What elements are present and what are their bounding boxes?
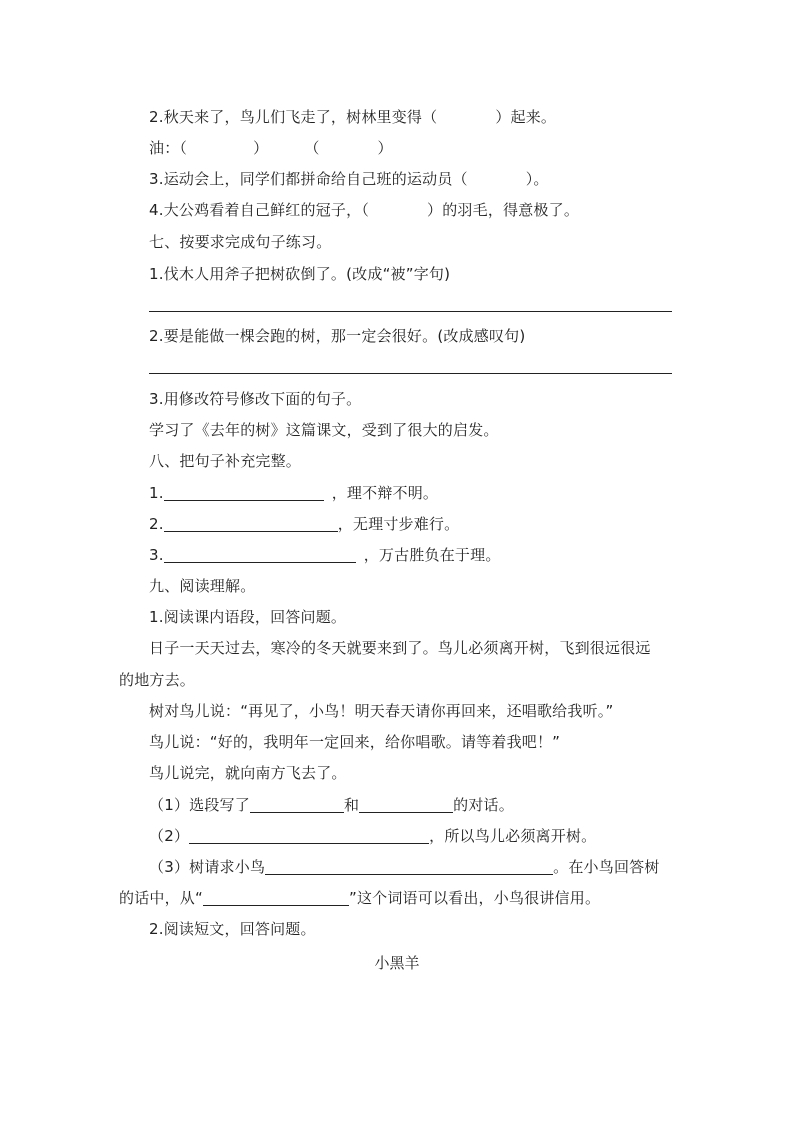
- q9-q1-blank-1[interactable]: [250, 797, 344, 813]
- q9-q1-blank-2[interactable]: [359, 797, 453, 813]
- q9-question-2: （2） ，所以鸟儿必须离开树。: [149, 827, 597, 845]
- q8-item-1-blank[interactable]: [164, 485, 324, 501]
- q9-question-3: （3）树请求小鸟 。在小鸟回答树: [149, 858, 660, 876]
- q7-item2: 2.要是能做一棵会跑的树，那一定会很好。(改成感叹句): [149, 327, 526, 345]
- q8-item-3: 3. ，万古胜负在于理。: [149, 546, 501, 564]
- q8-item-2-blank[interactable]: [164, 516, 338, 532]
- q7-answer-line-2[interactable]: [149, 373, 672, 374]
- q9-passage-para-3: 鸟儿说：“好的，我明年一定回来，给你唱歌。请等着我吧！”: [149, 733, 561, 751]
- q7-item3-sentence: 学习了《去年的树》这篇课文，受到了很大的启发。: [149, 421, 499, 439]
- q8-item-1: 1. ，理不辩不明。: [149, 484, 439, 502]
- q6-item4: 4.大公鸡看着自己鲜红的冠子，（ ）的羽毛，得意极了。: [149, 201, 580, 219]
- q7-item1: 1.伐木人用斧子把树砍倒了。(改成“被”字句): [149, 265, 451, 283]
- q9-heading: 九、阅读理解。: [149, 577, 256, 595]
- q9-q3-word-blank[interactable]: [203, 890, 349, 906]
- q8-item-2: 2. ，无理寸步难行。: [149, 515, 460, 533]
- q6-item2: 2.秋天来了，鸟儿们飞走了，树林里变得（ ）起来。: [149, 108, 557, 126]
- q8-item-3-blank[interactable]: [164, 547, 356, 563]
- q9-passage-para-4: 鸟儿说完，就向南方飞去了。: [149, 764, 347, 782]
- q9-passage-para-2: 树对鸟儿说：“再见了，小鸟！明天春天请你再回来，还唱歌给我听。”: [149, 702, 614, 720]
- q9-q3-blank[interactable]: [265, 859, 553, 875]
- q9-passage-line-1: 日子一天天过去，寒冷的冬天就要来到了。鸟儿必须离开树，飞到很远很远: [149, 639, 651, 657]
- story-title: 小黑羊: [374, 954, 420, 972]
- q9-q2-blank[interactable]: [189, 828, 429, 844]
- q7-heading: 七、按要求完成句子练习。: [149, 233, 332, 251]
- q7-item3: 3.用修改符号修改下面的句子。: [149, 390, 362, 408]
- q8-heading: 八、把句子补充完整。: [149, 452, 302, 470]
- q9-question-3-line-2: 的话中，从“ ”这个词语可以看出，小鸟很讲信用。: [119, 889, 601, 907]
- q6-you-line: 油：（ ） （ ）: [149, 139, 393, 157]
- q6-item3: 3.运动会上，同学们都拼命给自己班的运动员（ ）。: [149, 170, 549, 188]
- q9-passage-line-2: 的地方去。: [119, 671, 196, 689]
- q7-answer-line-1[interactable]: [149, 311, 672, 312]
- q9-sub1: 1.阅读课内语段，回答问题。: [149, 608, 347, 626]
- q9-question-1: （1）选段写了 和 的对话。: [149, 796, 514, 814]
- q9-sub2: 2.阅读短文，回答问题。: [149, 920, 316, 938]
